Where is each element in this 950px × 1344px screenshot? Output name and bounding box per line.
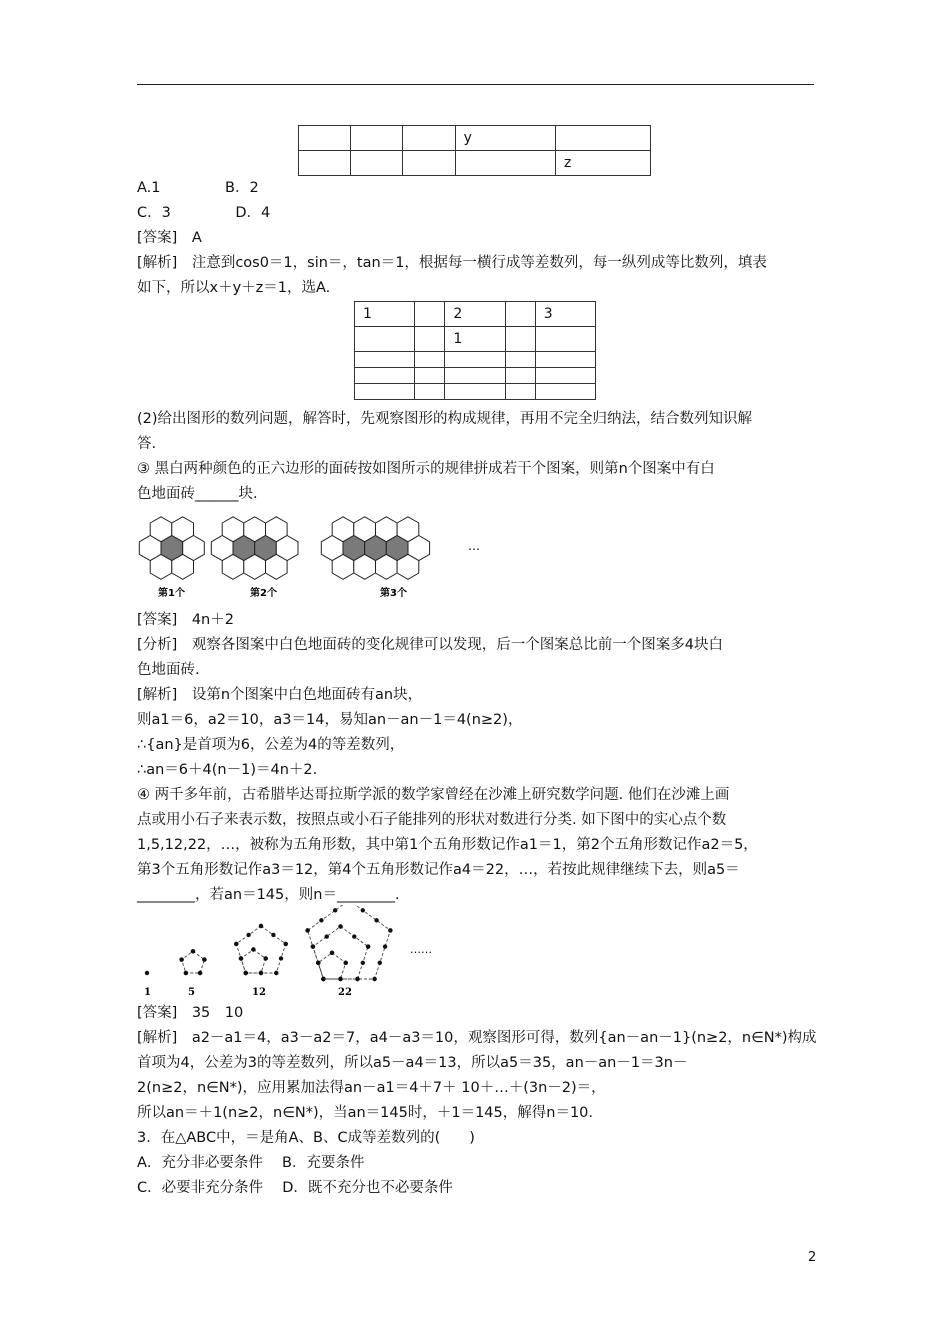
pentagon-outline — [236, 926, 285, 973]
pentagon-dot — [311, 944, 315, 948]
table-cell — [535, 327, 595, 352]
pentagon-dot — [259, 971, 263, 975]
pentagon-dot — [361, 961, 365, 965]
pentagon-dot — [234, 942, 238, 946]
table-cell — [535, 368, 595, 384]
answer-line: [答案] 4n＋2 — [137, 612, 234, 628]
pentagon-dot — [344, 961, 348, 965]
pentagon-label: 1 — [144, 987, 151, 998]
option-line: C．必要非充分条件 D．既不充分也不必要条件 — [137, 1180, 453, 1196]
pentagon-dot — [338, 924, 342, 928]
analysis-line: [解析] 设第n个图案中白色地面砖有an块， — [137, 687, 423, 703]
pentagon-dot — [352, 934, 356, 938]
question-line: 1,5,12,22，…，被称为五角形数，其中第1个五角形数记作a1＝1，第2个五角形数记作a2＝5， — [137, 837, 758, 853]
pentagon-dot — [333, 908, 337, 912]
pentagon-dot — [264, 956, 268, 960]
table-cell: y — [455, 126, 555, 151]
table-cell — [535, 384, 595, 400]
table-cell: z — [556, 151, 651, 176]
pentagon-outline — [308, 905, 391, 979]
table-cell — [355, 384, 415, 400]
pentagon-dot — [251, 947, 255, 951]
pentagon-dot — [355, 977, 359, 981]
option-line: C．3 D．4 — [137, 205, 271, 221]
table-cell — [355, 327, 415, 352]
table-cell — [415, 352, 445, 368]
pentagon-dot — [319, 918, 323, 922]
hexagon-tiles-figure — [130, 512, 490, 602]
question-line: ④ 两千多年前，古希腊毕达哥拉斯学派的数学家曾经在沙滩上研究数学问题. 他们在沙滩上画 — [137, 787, 730, 803]
answer-line: [答案] A — [137, 230, 202, 246]
table-cell — [535, 352, 595, 368]
pentagon-label: 22 — [338, 987, 352, 998]
pentagon-dot — [202, 957, 206, 961]
hex-caption: 第3个 — [380, 588, 407, 599]
table-cell — [299, 126, 351, 151]
header-rule — [137, 84, 814, 85]
table-cell — [403, 126, 455, 151]
question-line: ③ 黑白两种颜色的正六边形的面砖按如图所示的规律拼成若干个图案，则第n个图案中有白 — [137, 461, 715, 477]
hex-caption: 第1个 — [158, 588, 185, 599]
pentagon-dot — [388, 928, 392, 932]
pentagon-dot — [179, 957, 183, 961]
pentagon-dot — [325, 934, 329, 938]
pentagon-label: 5 — [188, 987, 195, 998]
table-cell — [505, 384, 535, 400]
pentagon-dot — [145, 971, 149, 975]
pentagon-dot — [246, 933, 250, 937]
table-cell — [556, 126, 651, 151]
question-line: ________，若an＝145，则n＝________. — [137, 887, 400, 903]
pentagon-dot — [374, 918, 378, 922]
answer-line: [答案] 35 10 — [137, 1005, 244, 1021]
pentagon-dot — [284, 942, 288, 946]
pentagon-dot — [361, 908, 365, 912]
table-cell — [299, 151, 351, 176]
table-cell — [351, 126, 403, 151]
table-cell — [415, 327, 445, 352]
table-cell — [403, 151, 455, 176]
table-cell — [505, 368, 535, 384]
analysis-line: 首项为4，公差为3的等差数列，所以a5－a4＝13，所以a5＝35，an－an－1＝3n－ — [137, 1055, 688, 1071]
question-line: 点或用小石子来表示数，按照点或小石子能排列的形状对数进行分类. 如下图中的实心点个数 — [137, 812, 727, 828]
pentagon-dot — [330, 951, 334, 955]
analysis-line: ∴an＝6＋4(n－1)＝4n＋2. — [137, 762, 318, 778]
pentagon-outline — [182, 951, 205, 973]
pentagon-dot — [338, 977, 342, 981]
pentagon-dot — [321, 977, 325, 981]
table-cell — [455, 151, 555, 176]
analysis-line: [解析] 注意到cos0＝1，sin＝，tan＝1，根据每一横行成等差数列，每一纵列成等比数列，填表 — [137, 255, 767, 271]
pentagon-dot — [274, 971, 278, 975]
pentagon-dot — [259, 924, 263, 928]
analysis-line: [分析] 观察各图案中白色地面砖的变化规律可以发现，后一个图案总比前一个图案多4块白 — [137, 637, 724, 653]
top-table — [298, 125, 651, 176]
pentagon-dot — [191, 949, 195, 953]
page-number: 2 — [808, 1250, 817, 1265]
table-cell — [355, 368, 415, 384]
question-line: 色地面砖______块. — [137, 486, 258, 502]
hex-caption: 第2个 — [250, 588, 277, 599]
table-cell: 3 — [535, 302, 595, 327]
table-cell — [505, 352, 535, 368]
analysis-line: 2(n≥2，n∈N*)，应用累加法得an－a1＝4＋7＋ 10＋…＋(3n－2)＝， — [137, 1080, 606, 1096]
pentagon-dot — [198, 971, 202, 975]
table-cell: 2 — [445, 302, 505, 327]
pentagon-dot — [383, 944, 387, 948]
table-cell — [415, 384, 445, 400]
pentagon-dot — [305, 928, 309, 932]
body-line: (2)给出图形的数列问题，解答时，先观察图形的构成规律，再用不完全归纳法，结合数列知识解 — [137, 411, 753, 427]
option-line: A.1 B．2 — [137, 180, 259, 196]
pentagon-ellipsis: …… — [410, 943, 432, 956]
table-cell: 1 — [445, 327, 505, 352]
pentagon-dot — [366, 944, 370, 948]
analysis-line: 所以an＝＋1(n≥2，n∈N*)，当an＝145时，＋1＝145，解得n＝10. — [137, 1105, 593, 1121]
analysis-line: 如下，所以x＋y＋z＝1，选A. — [137, 280, 331, 296]
pentagon-dot — [239, 956, 243, 960]
analysis-line: [解析] a2－a1＝4，a3－a2＝7，a4－a3＝10，观察图形可得，数列{an－an－1}(n≥2，n∈N*)构成 — [137, 1030, 817, 1046]
table-cell — [505, 327, 535, 352]
pentagonal-numbers-figure — [135, 905, 445, 1000]
table-cell — [415, 368, 445, 384]
question-line: 3．在△ABC中，＝是角A、B、C成等差数列的( ) — [137, 1130, 475, 1146]
table-cell — [415, 302, 445, 327]
pentagon-dot — [316, 961, 320, 965]
pentagon-dot — [184, 971, 188, 975]
table-cell — [355, 352, 415, 368]
pentagon-dot — [378, 961, 382, 965]
table-cell: 1 — [355, 302, 415, 327]
body-line: 答. — [137, 436, 157, 452]
hex-ellipsis: … — [468, 539, 480, 553]
table-cell — [445, 368, 505, 384]
table-cell — [351, 151, 403, 176]
analysis-line: 则a1＝6，a2＝10，a3＝14，易知an－an－1＝4(n≥2)， — [137, 712, 523, 728]
table-cell — [445, 384, 505, 400]
pentagon-label: 12 — [252, 987, 266, 998]
mid-table — [354, 301, 596, 400]
pentagon-dot — [244, 971, 248, 975]
pentagon-dot — [372, 977, 376, 981]
option-line: A．充分非必要条件 B．充要条件 — [137, 1155, 365, 1171]
table-cell — [445, 352, 505, 368]
table-cell — [505, 302, 535, 327]
question-line: 第3个五角形数记作a3＝12，第4个五角形数记作a4＝22，…，若按此规律继续下去，则a5＝ — [137, 862, 740, 878]
pentagon-dot — [279, 956, 283, 960]
analysis-line: ∴{an}是首项为6，公差为4的等差数列， — [137, 737, 405, 753]
analysis-line: 色地面砖. — [137, 662, 200, 678]
pentagon-dot — [271, 933, 275, 937]
